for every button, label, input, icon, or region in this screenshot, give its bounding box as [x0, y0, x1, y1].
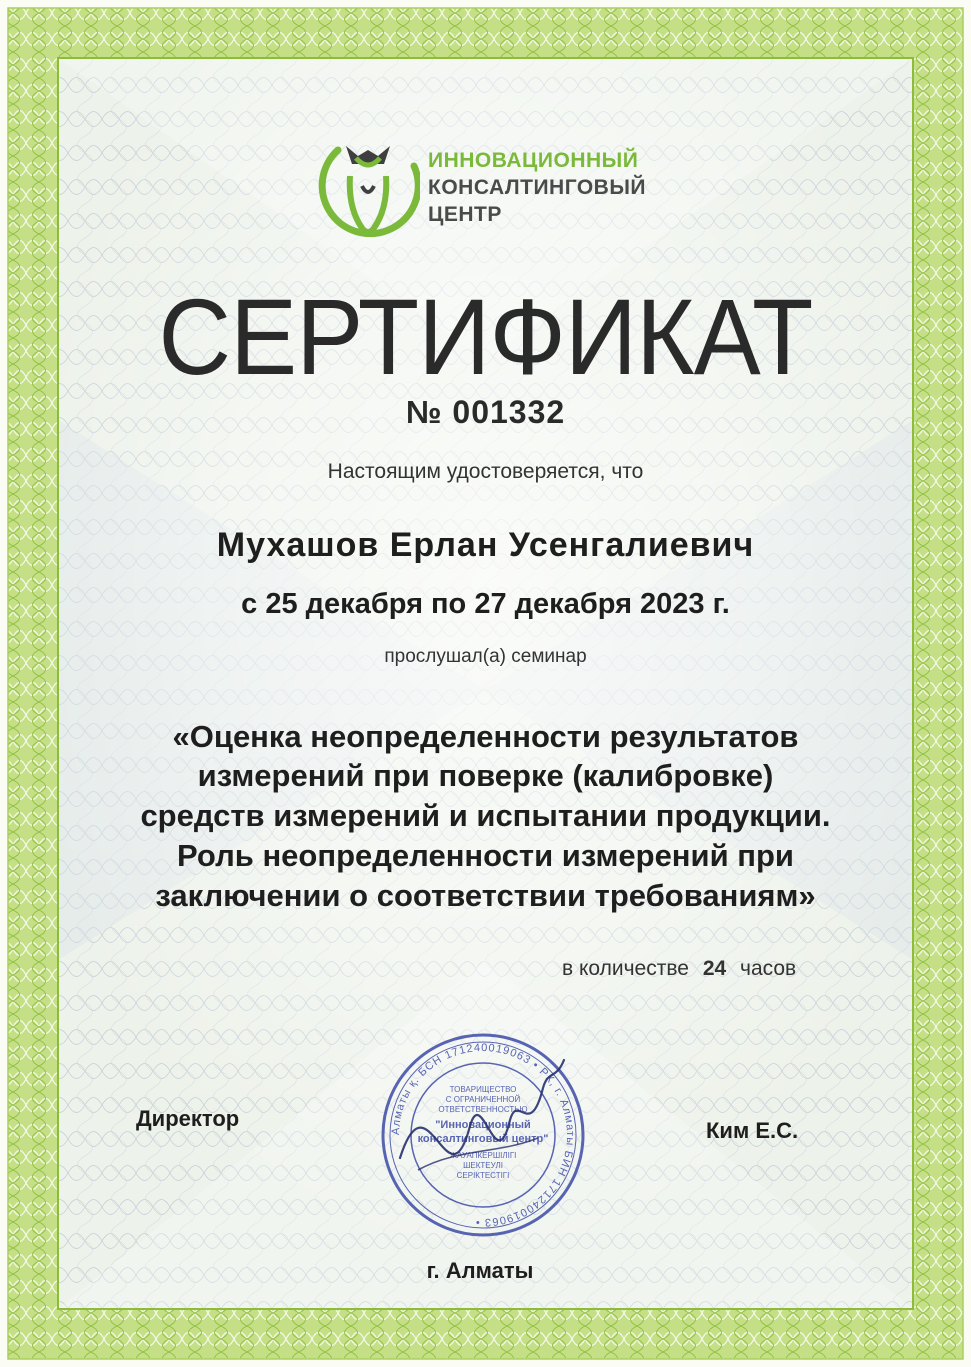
stamp-line: ЖАУАПКЕРШІЛІГІ	[449, 1151, 517, 1160]
seminar-topic-line: средств измерений и испытании продукции.	[140, 798, 831, 833]
stamp-line: ОТВЕТСТВЕННОСТЬЮ	[438, 1105, 528, 1114]
logo-line-1: ИННОВАЦИОННЫЙ	[428, 149, 639, 172]
hours-suffix: часов	[740, 957, 797, 980]
stamp-ring-text: Алматы қ. БСН 171240019063 • РК, г. Алматы БИН 171240019063 •	[389, 1041, 577, 1229]
seminar-dates: с 25 декабря по 27 декабря 2023 г.	[241, 588, 730, 620]
owl-logo-icon	[318, 128, 420, 258]
stamp-line: С ОГРАНИЧЕННОЙ	[445, 1095, 521, 1104]
certificate-number: № 001332	[405, 394, 566, 430]
hours-line	[562, 957, 796, 981]
official-stamp-icon	[378, 1030, 588, 1240]
seminar-topic-line: Роль неопределенности измерений при	[177, 838, 794, 873]
certificate-title: СЕРТИФИКАТ	[158, 276, 813, 397]
stamp-line: СЕРІКТЕСТІГІ	[456, 1171, 510, 1180]
attended-text: прослушал(а) семинар	[384, 646, 587, 667]
stamp-line: ТОВАРИЩЕСТВО	[449, 1085, 517, 1094]
director-label: Директор	[136, 1106, 240, 1131]
hereby-text: Настоящим удостоверяется, что	[327, 460, 644, 483]
seminar-topic-line: «Оценка неопределенности результатов	[172, 719, 799, 754]
stamp-line: консалтинговый центр"	[417, 1133, 549, 1145]
logo-line-3: ЦЕНТР	[428, 203, 502, 226]
seminar-topic-line: заключении о соответствии требованиям»	[155, 878, 816, 913]
seminar-topic-line: измерений при поверке (калибровке)	[197, 758, 774, 793]
logo-line-2: КОНСАЛТИНГОВЫЙ	[428, 176, 646, 199]
city-label: г. Алматы	[426, 1258, 534, 1283]
recipient-name: Мухашов Ерлан Усенгалиевич	[216, 526, 755, 564]
stamp-line: ШЕКТЕУЛІ	[463, 1161, 503, 1170]
signer-name: Ким Е.С.	[706, 1118, 799, 1143]
stamp-line: "Инновационный	[435, 1119, 531, 1131]
hours-value: 24	[702, 957, 727, 980]
hours-prefix: в количестве	[562, 957, 689, 980]
